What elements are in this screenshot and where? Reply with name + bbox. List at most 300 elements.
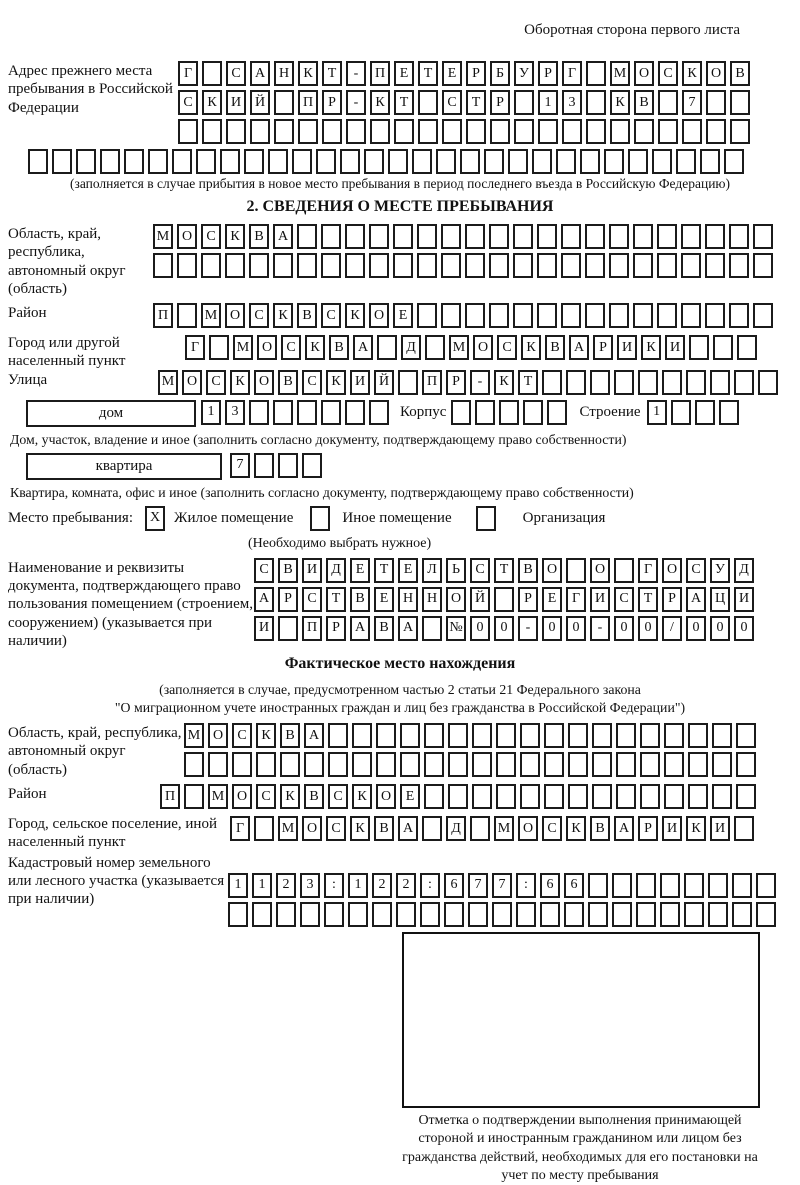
char-cell[interactable] <box>537 303 557 328</box>
char-cell[interactable] <box>244 149 264 174</box>
char-cell[interactable]: 3 <box>562 90 582 115</box>
char-cell[interactable]: К <box>298 61 318 86</box>
char-cell[interactable]: Г <box>638 558 658 583</box>
char-cell[interactable] <box>708 873 728 898</box>
char-cell[interactable] <box>422 816 442 841</box>
char-cell[interactable] <box>729 253 749 278</box>
char-cell[interactable] <box>484 149 504 174</box>
char-cell[interactable] <box>614 558 634 583</box>
char-cell[interactable]: С <box>302 370 322 395</box>
char-cell[interactable]: О <box>225 303 245 328</box>
char-cell[interactable]: В <box>350 587 370 612</box>
char-cell[interactable] <box>513 253 533 278</box>
char-cell[interactable]: Т <box>494 558 514 583</box>
char-cell[interactable] <box>451 400 471 425</box>
char-cell[interactable] <box>321 253 341 278</box>
char-cell[interactable] <box>514 119 534 144</box>
char-cell[interactable] <box>585 303 605 328</box>
char-cell[interactable] <box>220 149 240 174</box>
char-cell[interactable]: Р <box>538 61 558 86</box>
char-cell[interactable] <box>640 723 660 748</box>
char-cell[interactable] <box>612 873 632 898</box>
char-cell[interactable] <box>753 224 773 249</box>
char-cell[interactable] <box>609 253 629 278</box>
char-cell[interactable] <box>636 873 656 898</box>
char-cell[interactable] <box>422 616 442 641</box>
char-cell[interactable] <box>254 453 274 478</box>
char-cell[interactable]: Е <box>398 558 418 583</box>
char-cell[interactable] <box>542 370 562 395</box>
char-cell[interactable]: Г <box>185 335 205 360</box>
char-cell[interactable]: А <box>304 723 324 748</box>
char-cell[interactable] <box>352 723 372 748</box>
char-cell[interactable] <box>202 61 222 86</box>
char-cell[interactable]: Р <box>278 587 298 612</box>
char-cell[interactable] <box>490 119 510 144</box>
char-cell[interactable] <box>516 902 536 927</box>
char-cell[interactable] <box>547 400 567 425</box>
char-cell[interactable] <box>418 90 438 115</box>
char-cell[interactable]: М <box>494 816 514 841</box>
char-cell[interactable]: Е <box>542 587 562 612</box>
char-cell[interactable]: 6 <box>564 873 584 898</box>
char-cell[interactable]: А <box>350 616 370 641</box>
char-cell[interactable]: О <box>254 370 274 395</box>
char-cell[interactable] <box>153 253 173 278</box>
char-cell[interactable] <box>564 902 584 927</box>
char-cell[interactable] <box>400 723 420 748</box>
char-cell[interactable]: М <box>449 335 469 360</box>
char-cell[interactable]: О <box>182 370 202 395</box>
char-cell[interactable] <box>732 902 752 927</box>
char-cell[interactable] <box>689 335 709 360</box>
char-cell[interactable] <box>297 400 317 425</box>
char-cell[interactable] <box>730 119 750 144</box>
char-cell[interactable] <box>250 119 270 144</box>
char-cell[interactable] <box>496 752 516 777</box>
char-cell[interactable]: Т <box>518 370 538 395</box>
char-cell[interactable] <box>633 253 653 278</box>
char-cell[interactable] <box>209 335 229 360</box>
char-cell[interactable]: С <box>442 90 462 115</box>
char-cell[interactable]: П <box>298 90 318 115</box>
char-cell[interactable] <box>345 400 365 425</box>
char-cell[interactable] <box>734 370 754 395</box>
char-cell[interactable] <box>172 149 192 174</box>
char-cell[interactable]: В <box>329 335 349 360</box>
char-cell[interactable] <box>657 253 677 278</box>
char-cell[interactable] <box>537 224 557 249</box>
char-cell[interactable]: О <box>446 587 466 612</box>
char-cell[interactable] <box>756 902 776 927</box>
char-cell[interactable] <box>568 752 588 777</box>
char-cell[interactable]: Е <box>400 784 420 809</box>
char-cell[interactable] <box>436 149 456 174</box>
char-cell[interactable] <box>460 149 480 174</box>
char-cell[interactable] <box>321 224 341 249</box>
char-cell[interactable] <box>278 616 298 641</box>
char-cell[interactable] <box>544 784 564 809</box>
char-cell[interactable] <box>369 400 389 425</box>
char-cell[interactable] <box>324 902 344 927</box>
char-cell[interactable] <box>249 400 269 425</box>
char-cell[interactable]: Ц <box>710 587 730 612</box>
char-cell[interactable] <box>753 253 773 278</box>
char-cell[interactable]: М <box>153 224 173 249</box>
char-cell[interactable]: О <box>232 784 252 809</box>
char-cell[interactable]: Т <box>418 61 438 86</box>
char-cell[interactable] <box>273 400 293 425</box>
char-cell[interactable] <box>470 816 490 841</box>
char-cell[interactable] <box>254 816 274 841</box>
char-cell[interactable]: К <box>566 816 586 841</box>
char-cell[interactable] <box>249 253 269 278</box>
char-cell[interactable]: : <box>324 873 344 898</box>
char-cell[interactable] <box>634 119 654 144</box>
char-cell[interactable]: Й <box>374 370 394 395</box>
char-cell[interactable]: Е <box>393 303 413 328</box>
char-cell[interactable]: Р <box>326 616 346 641</box>
char-cell[interactable]: О <box>518 816 538 841</box>
char-cell[interactable] <box>441 253 461 278</box>
char-cell[interactable]: А <box>250 61 270 86</box>
char-cell[interactable]: О <box>257 335 277 360</box>
organization-checkbox[interactable] <box>476 506 496 531</box>
char-cell[interactable] <box>492 902 512 927</box>
char-cell[interactable] <box>448 784 468 809</box>
char-cell[interactable] <box>370 119 390 144</box>
char-cell[interactable] <box>465 253 485 278</box>
char-cell[interactable]: И <box>302 558 322 583</box>
char-cell[interactable]: И <box>617 335 637 360</box>
char-cell[interactable]: М <box>278 816 298 841</box>
char-cell[interactable]: С <box>658 61 678 86</box>
char-cell[interactable] <box>417 253 437 278</box>
char-cell[interactable]: Г <box>230 816 250 841</box>
char-cell[interactable] <box>658 90 678 115</box>
char-cell[interactable]: В <box>304 784 324 809</box>
char-cell[interactable]: М <box>208 784 228 809</box>
char-cell[interactable]: Т <box>374 558 394 583</box>
char-cell[interactable]: В <box>730 61 750 86</box>
char-cell[interactable]: Н <box>422 587 442 612</box>
char-cell[interactable] <box>712 752 732 777</box>
char-cell[interactable] <box>28 149 48 174</box>
char-cell[interactable]: К <box>682 61 702 86</box>
char-cell[interactable] <box>376 723 396 748</box>
char-cell[interactable] <box>352 752 372 777</box>
char-cell[interactable]: К <box>326 370 346 395</box>
char-cell[interactable] <box>278 453 298 478</box>
char-cell[interactable] <box>758 370 778 395</box>
char-cell[interactable] <box>494 587 514 612</box>
char-cell[interactable]: И <box>254 616 274 641</box>
char-cell[interactable] <box>730 90 750 115</box>
char-cell[interactable]: И <box>734 587 754 612</box>
char-cell[interactable] <box>753 303 773 328</box>
char-cell[interactable] <box>369 253 389 278</box>
char-cell[interactable] <box>544 752 564 777</box>
char-cell[interactable]: В <box>518 558 538 583</box>
char-cell[interactable] <box>328 752 348 777</box>
char-cell[interactable]: В <box>374 616 394 641</box>
char-cell[interactable]: 0 <box>542 616 562 641</box>
char-cell[interactable]: И <box>710 816 730 841</box>
char-cell[interactable]: 0 <box>470 616 490 641</box>
char-cell[interactable] <box>393 224 413 249</box>
char-cell[interactable] <box>302 453 322 478</box>
char-cell[interactable] <box>628 149 648 174</box>
char-cell[interactable] <box>489 224 509 249</box>
char-cell[interactable]: К <box>280 784 300 809</box>
char-cell[interactable]: С <box>226 61 246 86</box>
char-cell[interactable] <box>614 370 634 395</box>
char-cell[interactable] <box>208 752 228 777</box>
char-cell[interactable]: 0 <box>566 616 586 641</box>
char-cell[interactable] <box>475 400 495 425</box>
char-cell[interactable]: С <box>686 558 706 583</box>
char-cell[interactable] <box>388 149 408 174</box>
char-cell[interactable]: № <box>446 616 466 641</box>
char-cell[interactable] <box>396 902 416 927</box>
char-cell[interactable]: В <box>278 558 298 583</box>
char-cell[interactable] <box>321 400 341 425</box>
char-cell[interactable]: - <box>470 370 490 395</box>
char-cell[interactable]: : <box>516 873 536 898</box>
char-cell[interactable] <box>540 902 560 927</box>
char-cell[interactable]: 0 <box>494 616 514 641</box>
char-cell[interactable]: И <box>226 90 246 115</box>
char-cell[interactable]: У <box>514 61 534 86</box>
char-cell[interactable] <box>736 723 756 748</box>
char-cell[interactable] <box>442 119 462 144</box>
char-cell[interactable]: О <box>376 784 396 809</box>
char-cell[interactable] <box>682 119 702 144</box>
char-cell[interactable]: Р <box>322 90 342 115</box>
char-cell[interactable]: О <box>706 61 726 86</box>
char-cell[interactable]: Р <box>593 335 613 360</box>
char-cell[interactable]: И <box>665 335 685 360</box>
char-cell[interactable]: С <box>302 587 322 612</box>
char-cell[interactable] <box>705 303 725 328</box>
char-cell[interactable] <box>300 902 320 927</box>
char-cell[interactable]: - <box>346 90 366 115</box>
char-cell[interactable] <box>184 752 204 777</box>
char-cell[interactable]: И <box>662 816 682 841</box>
char-cell[interactable] <box>201 253 221 278</box>
char-cell[interactable] <box>298 119 318 144</box>
char-cell[interactable]: П <box>302 616 322 641</box>
char-cell[interactable] <box>499 400 519 425</box>
char-cell[interactable] <box>322 119 342 144</box>
char-cell[interactable] <box>538 119 558 144</box>
char-cell[interactable] <box>448 723 468 748</box>
char-cell[interactable]: Г <box>562 61 582 86</box>
char-cell[interactable]: С <box>542 816 562 841</box>
char-cell[interactable]: Г <box>178 61 198 86</box>
char-cell[interactable]: С <box>178 90 198 115</box>
char-cell[interactable]: Т <box>322 61 342 86</box>
char-cell[interactable] <box>468 902 488 927</box>
char-cell[interactable] <box>729 224 749 249</box>
char-cell[interactable] <box>292 149 312 174</box>
char-cell[interactable] <box>472 784 492 809</box>
char-cell[interactable] <box>640 752 660 777</box>
char-cell[interactable]: В <box>634 90 654 115</box>
char-cell[interactable] <box>496 723 516 748</box>
char-cell[interactable] <box>513 224 533 249</box>
char-cell[interactable]: О <box>208 723 228 748</box>
char-cell[interactable]: 7 <box>230 453 250 478</box>
char-cell[interactable] <box>756 873 776 898</box>
char-cell[interactable]: Т <box>466 90 486 115</box>
char-cell[interactable] <box>418 119 438 144</box>
char-cell[interactable] <box>671 400 691 425</box>
char-cell[interactable] <box>465 303 485 328</box>
char-cell[interactable]: Р <box>638 816 658 841</box>
char-cell[interactable]: 2 <box>396 873 416 898</box>
char-cell[interactable] <box>52 149 72 174</box>
char-cell[interactable]: Е <box>394 61 414 86</box>
char-cell[interactable]: 7 <box>468 873 488 898</box>
char-cell[interactable] <box>592 784 612 809</box>
char-cell[interactable] <box>652 149 672 174</box>
char-cell[interactable] <box>417 303 437 328</box>
char-cell[interactable] <box>124 149 144 174</box>
char-cell[interactable]: В <box>278 370 298 395</box>
char-cell[interactable] <box>681 253 701 278</box>
char-cell[interactable] <box>568 723 588 748</box>
char-cell[interactable] <box>489 303 509 328</box>
char-cell[interactable]: 0 <box>686 616 706 641</box>
confirmation-stamp-area[interactable] <box>402 932 760 1108</box>
char-cell[interactable]: 1 <box>538 90 558 115</box>
char-cell[interactable]: М <box>158 370 178 395</box>
char-cell[interactable]: Л <box>422 558 442 583</box>
char-cell[interactable]: П <box>370 61 390 86</box>
char-cell[interactable] <box>700 149 720 174</box>
char-cell[interactable]: С <box>206 370 226 395</box>
char-cell[interactable] <box>297 253 317 278</box>
char-cell[interactable] <box>688 784 708 809</box>
char-cell[interactable]: Р <box>490 90 510 115</box>
char-cell[interactable]: А <box>614 816 634 841</box>
char-cell[interactable] <box>345 224 365 249</box>
char-cell[interactable] <box>684 873 704 898</box>
char-cell[interactable]: / <box>662 616 682 641</box>
char-cell[interactable] <box>585 253 605 278</box>
residential-checkbox[interactable]: X <box>145 506 165 531</box>
char-cell[interactable] <box>340 149 360 174</box>
char-cell[interactable] <box>561 303 581 328</box>
char-cell[interactable]: П <box>422 370 442 395</box>
char-cell[interactable]: А <box>273 224 293 249</box>
char-cell[interactable]: М <box>610 61 630 86</box>
char-cell[interactable] <box>424 752 444 777</box>
char-cell[interactable] <box>657 224 677 249</box>
char-cell[interactable] <box>196 149 216 174</box>
char-cell[interactable]: О <box>634 61 654 86</box>
char-cell[interactable]: С <box>328 784 348 809</box>
char-cell[interactable] <box>441 303 461 328</box>
char-cell[interactable]: О <box>473 335 493 360</box>
char-cell[interactable]: С <box>256 784 276 809</box>
char-cell[interactable] <box>612 902 632 927</box>
char-cell[interactable] <box>177 253 197 278</box>
char-cell[interactable] <box>444 902 464 927</box>
char-cell[interactable] <box>316 149 336 174</box>
char-cell[interactable] <box>184 784 204 809</box>
char-cell[interactable]: С <box>321 303 341 328</box>
char-cell[interactable] <box>636 902 656 927</box>
char-cell[interactable]: 6 <box>444 873 464 898</box>
char-cell[interactable] <box>688 723 708 748</box>
char-cell[interactable]: К <box>202 90 222 115</box>
char-cell[interactable] <box>276 902 296 927</box>
char-cell[interactable]: Д <box>401 335 421 360</box>
char-cell[interactable]: - <box>518 616 538 641</box>
char-cell[interactable]: 0 <box>710 616 730 641</box>
char-cell[interactable]: 1 <box>647 400 667 425</box>
char-cell[interactable] <box>76 149 96 174</box>
char-cell[interactable]: Р <box>518 587 538 612</box>
char-cell[interactable] <box>681 303 701 328</box>
char-cell[interactable] <box>604 149 624 174</box>
char-cell[interactable]: 0 <box>638 616 658 641</box>
char-cell[interactable] <box>736 784 756 809</box>
char-cell[interactable] <box>662 370 682 395</box>
char-cell[interactable]: П <box>160 784 180 809</box>
char-cell[interactable]: И <box>350 370 370 395</box>
char-cell[interactable]: В <box>374 816 394 841</box>
char-cell[interactable] <box>348 902 368 927</box>
char-cell[interactable]: А <box>569 335 589 360</box>
char-cell[interactable] <box>496 784 516 809</box>
char-cell[interactable]: А <box>254 587 274 612</box>
char-cell[interactable] <box>734 816 754 841</box>
char-cell[interactable] <box>706 119 726 144</box>
char-cell[interactable]: - <box>590 616 610 641</box>
char-cell[interactable] <box>695 400 715 425</box>
char-cell[interactable] <box>658 119 678 144</box>
char-cell[interactable]: К <box>521 335 541 360</box>
char-cell[interactable]: С <box>249 303 269 328</box>
char-cell[interactable]: У <box>710 558 730 583</box>
char-cell[interactable] <box>466 119 486 144</box>
char-cell[interactable] <box>252 902 272 927</box>
char-cell[interactable]: 0 <box>614 616 634 641</box>
char-cell[interactable]: 1 <box>228 873 248 898</box>
char-cell[interactable] <box>398 370 418 395</box>
char-cell[interactable]: 3 <box>300 873 320 898</box>
char-cell[interactable] <box>592 723 612 748</box>
char-cell[interactable]: С <box>254 558 274 583</box>
char-cell[interactable]: Р <box>662 587 682 612</box>
char-cell[interactable] <box>566 558 586 583</box>
char-cell[interactable] <box>710 370 730 395</box>
char-cell[interactable] <box>346 119 366 144</box>
char-cell[interactable] <box>412 149 432 174</box>
char-cell[interactable] <box>664 784 684 809</box>
char-cell[interactable] <box>273 253 293 278</box>
char-cell[interactable]: - <box>346 61 366 86</box>
char-cell[interactable] <box>657 303 677 328</box>
char-cell[interactable] <box>376 752 396 777</box>
char-cell[interactable]: К <box>345 303 365 328</box>
char-cell[interactable]: О <box>542 558 562 583</box>
char-cell[interactable]: К <box>305 335 325 360</box>
char-cell[interactable] <box>633 303 653 328</box>
